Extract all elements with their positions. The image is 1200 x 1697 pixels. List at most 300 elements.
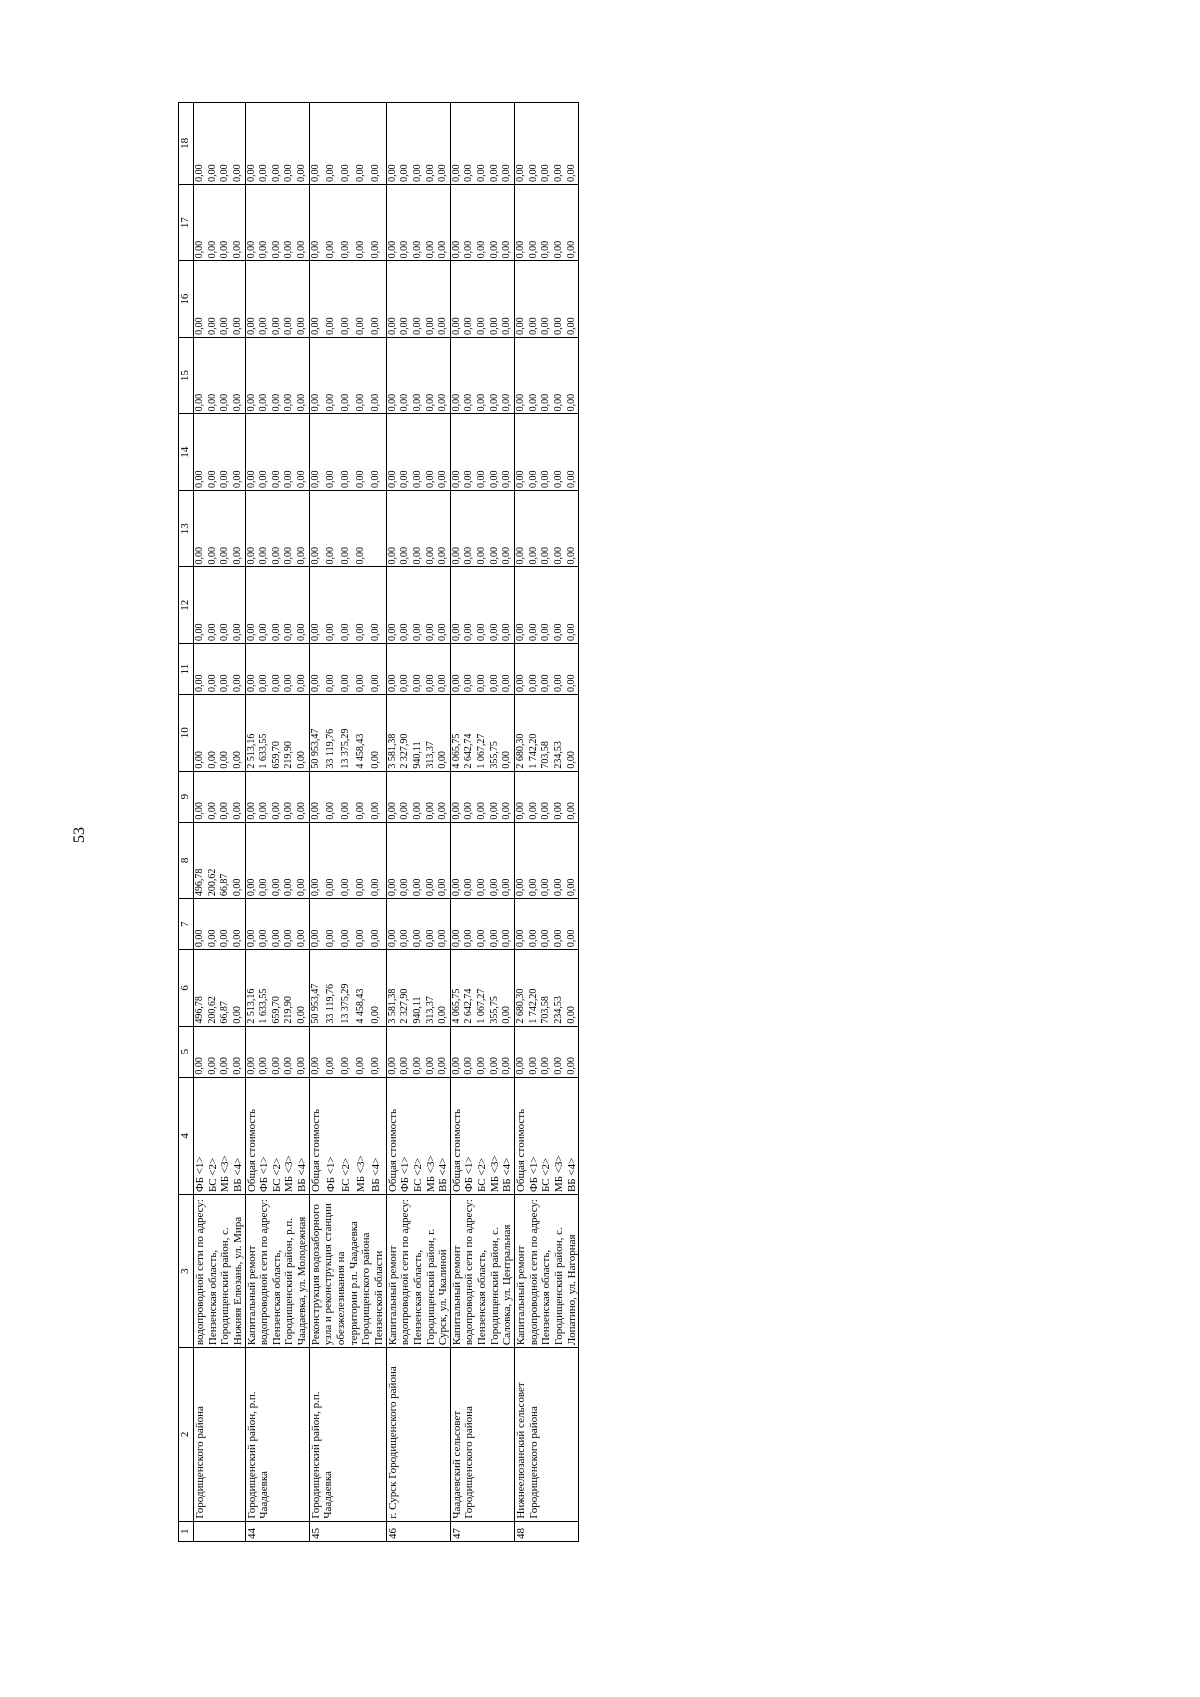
value-cell: 200,62 bbox=[207, 822, 220, 899]
value-cell: 0,00 bbox=[194, 103, 207, 185]
funding-source-cell: БС <2> bbox=[412, 1077, 425, 1194]
page-number: 53 bbox=[71, 827, 88, 843]
value-cell: 0,00 bbox=[437, 695, 450, 772]
column-number: 15 bbox=[179, 337, 194, 414]
value-cell: 0,00 bbox=[450, 1026, 463, 1077]
value-cell: 0,00 bbox=[245, 1026, 258, 1077]
value-cell: 0,00 bbox=[271, 261, 284, 338]
value-cell: 0,00 bbox=[463, 414, 476, 491]
value-cell: 0,00 bbox=[540, 261, 553, 338]
value-cell: 2 513,16 bbox=[245, 695, 258, 772]
municipality-cell: Городищенского района bbox=[194, 1348, 246, 1521]
value-cell: 0,00 bbox=[309, 771, 325, 822]
value-cell: 0,00 bbox=[296, 695, 309, 772]
value-cell: 0,00 bbox=[283, 261, 296, 338]
value-cell: 0,00 bbox=[540, 414, 553, 491]
value-cell: 0,00 bbox=[271, 414, 284, 491]
value-cell: 0,00 bbox=[325, 899, 340, 950]
value-cell: 0,00 bbox=[340, 644, 355, 695]
value-cell: 0,00 bbox=[355, 822, 370, 899]
value-cell: 2 680,30 bbox=[515, 950, 528, 1027]
value-cell: 0,00 bbox=[399, 644, 412, 695]
value-cell: 0,00 bbox=[412, 261, 425, 338]
value-cell: 66,87 bbox=[219, 822, 232, 899]
value-cell: 0,00 bbox=[283, 337, 296, 414]
value-cell: 0,00 bbox=[450, 822, 463, 899]
value-cell: 0,00 bbox=[528, 567, 541, 644]
column-number: 4 bbox=[179, 1077, 194, 1194]
column-number: 6 bbox=[179, 950, 194, 1027]
value-cell: 0,00 bbox=[271, 567, 284, 644]
value-cell: 0,00 bbox=[325, 414, 340, 491]
value-cell: 0,00 bbox=[340, 337, 355, 414]
value-cell: 0,00 bbox=[528, 184, 541, 261]
value-cell: 0,00 bbox=[566, 695, 579, 772]
value-cell: 0,00 bbox=[309, 899, 325, 950]
value-cell: 0,00 bbox=[425, 261, 438, 338]
value-cell: 2 642,74 bbox=[463, 950, 476, 1027]
value-cell: 0,00 bbox=[476, 337, 489, 414]
value-cell: 0,00 bbox=[219, 490, 232, 567]
value-cell: 0,00 bbox=[437, 337, 450, 414]
value-cell: 0,00 bbox=[528, 414, 541, 491]
value-cell: 0,00 bbox=[325, 1026, 340, 1077]
funding-source-cell: ФБ <1> bbox=[194, 1077, 207, 1194]
value-cell: 0,00 bbox=[463, 261, 476, 338]
value-cell: 1 633,55 bbox=[258, 950, 271, 1027]
value-cell: 0,00 bbox=[340, 567, 355, 644]
value-cell: 0,00 bbox=[566, 337, 579, 414]
funding-source-cell: БС <2> bbox=[207, 1077, 220, 1194]
value-cell: 0,00 bbox=[399, 184, 412, 261]
value-cell: 0,00 bbox=[412, 184, 425, 261]
funding-source-cell: ФБ <1> bbox=[325, 1077, 340, 1194]
value-cell: 0,00 bbox=[501, 184, 514, 261]
value-cell: 0,00 bbox=[283, 644, 296, 695]
value-cell: 0,00 bbox=[476, 261, 489, 338]
value-cell: 0,00 bbox=[566, 490, 579, 567]
value-cell: 0,00 bbox=[296, 950, 309, 1027]
funding-source-cell: Общая стоимость bbox=[245, 1077, 258, 1194]
funding-source-cell: ФБ <1> bbox=[463, 1077, 476, 1194]
value-cell: 0,00 bbox=[325, 103, 340, 185]
value-cell: 0,00 bbox=[463, 899, 476, 950]
value-cell: 0,00 bbox=[515, 490, 528, 567]
value-cell: 0,00 bbox=[463, 567, 476, 644]
value-cell: 0,00 bbox=[355, 567, 370, 644]
value-cell: 0,00 bbox=[258, 644, 271, 695]
value-cell: 0,00 bbox=[476, 103, 489, 185]
value-cell: 0,00 bbox=[412, 1026, 425, 1077]
value-cell: 0,00 bbox=[437, 261, 450, 338]
value-cell: 0,00 bbox=[566, 414, 579, 491]
value-cell: 0,00 bbox=[412, 103, 425, 185]
value-cell: 0,00 bbox=[283, 1026, 296, 1077]
value-cell: 50 953,47 bbox=[309, 695, 325, 772]
value-cell: 2 327,90 bbox=[399, 950, 412, 1027]
value-cell: 0,00 bbox=[245, 337, 258, 414]
row-number: 44 bbox=[245, 1521, 309, 1541]
value-cell: 3 581,38 bbox=[386, 695, 399, 772]
value-cell: 0,00 bbox=[528, 103, 541, 185]
value-cell: 0,00 bbox=[355, 337, 370, 414]
value-cell: 0,00 bbox=[437, 950, 450, 1027]
value-cell: 0,00 bbox=[489, 490, 502, 567]
value-cell: 0,00 bbox=[437, 822, 450, 899]
value-cell: 0,00 bbox=[489, 1026, 502, 1077]
value-cell: 0,00 bbox=[219, 771, 232, 822]
object-description-cell: Капитальный ремонт водопроводной сети по адресу: Пензенская область, Городищенский район, г. Сурск, ул. Чкалиной bbox=[386, 1195, 450, 1348]
value-cell: 0,00 bbox=[340, 261, 355, 338]
column-number: 9 bbox=[179, 771, 194, 822]
value-cell: 0,00 bbox=[540, 103, 553, 185]
value-cell: 0,00 bbox=[283, 103, 296, 185]
value-cell: 0,00 bbox=[355, 103, 370, 185]
table-row bbox=[194, 103, 207, 1542]
value-cell: 0,00 bbox=[283, 822, 296, 899]
value-cell: 0,00 bbox=[386, 103, 399, 185]
column-number: 14 bbox=[179, 414, 194, 491]
value-cell: 659,70 bbox=[271, 950, 284, 1027]
value-cell: 0,00 bbox=[232, 184, 245, 261]
value-cell: 0,00 bbox=[412, 771, 425, 822]
value-cell: 0,00 bbox=[553, 1026, 566, 1077]
value-cell: 0,00 bbox=[245, 567, 258, 644]
value-cell: 0,00 bbox=[450, 337, 463, 414]
funding-source-cell: ВБ <4> bbox=[370, 1077, 386, 1194]
value-cell: 2 327,90 bbox=[399, 695, 412, 772]
value-cell: 0,00 bbox=[515, 899, 528, 950]
value-cell: 0,00 bbox=[425, 771, 438, 822]
value-cell: 0,00 bbox=[271, 899, 284, 950]
value-cell: 4 458,43 bbox=[355, 950, 370, 1027]
value-cell: 0,00 bbox=[501, 414, 514, 491]
value-cell: 0,00 bbox=[515, 184, 528, 261]
value-cell: 0,00 bbox=[412, 822, 425, 899]
value-cell: 0,00 bbox=[370, 644, 386, 695]
value-cell: 1 742,20 bbox=[528, 695, 541, 772]
value-cell: 234,53 bbox=[553, 695, 566, 772]
value-cell: 0,00 bbox=[566, 261, 579, 338]
value-cell: 0,00 bbox=[232, 822, 245, 899]
municipality-cell: Нижнеелюзанский сельсовет Городищенского района bbox=[515, 1348, 579, 1521]
value-cell: 33 119,76 bbox=[325, 950, 340, 1027]
value-cell: 0,00 bbox=[207, 899, 220, 950]
value-cell: 0,00 bbox=[355, 184, 370, 261]
value-cell: 0,00 bbox=[232, 567, 245, 644]
value-cell: 0,00 bbox=[425, 567, 438, 644]
value-cell: 0,00 bbox=[399, 1026, 412, 1077]
value-cell: 0,00 bbox=[340, 184, 355, 261]
value-cell: 0,00 bbox=[450, 490, 463, 567]
value-cell: 1 067,27 bbox=[476, 950, 489, 1027]
value-cell: 0,00 bbox=[528, 261, 541, 338]
value-cell: 0,00 bbox=[501, 899, 514, 950]
column-number: 17 bbox=[179, 184, 194, 261]
value-cell: 0,00 bbox=[340, 822, 355, 899]
value-cell: 0,00 bbox=[340, 899, 355, 950]
value-cell: 0,00 bbox=[283, 184, 296, 261]
value-cell: 0,00 bbox=[370, 261, 386, 338]
value-cell: 0,00 bbox=[425, 103, 438, 185]
value-cell: 0,00 bbox=[258, 490, 271, 567]
value-cell: 0,00 bbox=[309, 1026, 325, 1077]
value-cell: 0,00 bbox=[207, 1026, 220, 1077]
value-cell: 0,00 bbox=[528, 337, 541, 414]
value-cell: 0,00 bbox=[207, 184, 220, 261]
value-cell bbox=[370, 490, 386, 567]
column-number: 3 bbox=[179, 1195, 194, 1348]
value-cell: 496,78 bbox=[194, 822, 207, 899]
row-number: 47 bbox=[450, 1521, 514, 1541]
funding-source-cell: ФБ <1> bbox=[258, 1077, 271, 1194]
column-number: 5 bbox=[179, 1026, 194, 1077]
value-cell: 0,00 bbox=[425, 1026, 438, 1077]
value-cell: 0,00 bbox=[219, 644, 232, 695]
value-cell: 0,00 bbox=[258, 1026, 271, 1077]
value-cell: 0,00 bbox=[540, 899, 553, 950]
value-cell: 0,00 bbox=[245, 822, 258, 899]
value-cell: 0,00 bbox=[399, 899, 412, 950]
value-cell: 0,00 bbox=[553, 771, 566, 822]
value-cell: 0,00 bbox=[515, 1026, 528, 1077]
value-cell: 0,00 bbox=[425, 184, 438, 261]
value-cell: 0,00 bbox=[258, 414, 271, 491]
value-cell: 0,00 bbox=[425, 899, 438, 950]
value-cell: 0,00 bbox=[207, 567, 220, 644]
value-cell: 0,00 bbox=[437, 899, 450, 950]
value-cell: 0,00 bbox=[501, 822, 514, 899]
value-cell: 0,00 bbox=[476, 899, 489, 950]
value-cell: 0,00 bbox=[232, 950, 245, 1027]
value-cell: 0,00 bbox=[232, 103, 245, 185]
value-cell: 0,00 bbox=[370, 899, 386, 950]
value-cell: 0,00 bbox=[528, 490, 541, 567]
value-cell: 0,00 bbox=[245, 899, 258, 950]
row-number bbox=[194, 1521, 246, 1541]
value-cell: 0,00 bbox=[355, 1026, 370, 1077]
value-cell: 0,00 bbox=[540, 337, 553, 414]
value-cell: 0,00 bbox=[258, 103, 271, 185]
value-cell: 0,00 bbox=[355, 490, 370, 567]
value-cell: 0,00 bbox=[450, 103, 463, 185]
value-cell: 0,00 bbox=[437, 1026, 450, 1077]
value-cell: 3 581,38 bbox=[386, 950, 399, 1027]
value-cell: 13 375,29 bbox=[340, 950, 355, 1027]
value-cell: 0,00 bbox=[476, 567, 489, 644]
value-cell: 0,00 bbox=[553, 337, 566, 414]
value-cell: 0,00 bbox=[325, 261, 340, 338]
value-cell: 0,00 bbox=[528, 1026, 541, 1077]
value-cell: 0,00 bbox=[194, 490, 207, 567]
object-description-cell: Капитальный ремонт водопроводной сети по адресу: Пензенская область, Городищенский район, с. Саловка, ул. Центральная bbox=[450, 1195, 514, 1348]
value-cell: 0,00 bbox=[232, 490, 245, 567]
value-cell: 0,00 bbox=[566, 771, 579, 822]
value-cell: 940,11 bbox=[412, 695, 425, 772]
funding-source-cell: ВБ <4> bbox=[566, 1077, 579, 1194]
value-cell: 0,00 bbox=[232, 261, 245, 338]
value-cell: 0,00 bbox=[207, 695, 220, 772]
funding-source-cell: ВБ <4> bbox=[296, 1077, 309, 1194]
value-cell: 0,00 bbox=[412, 337, 425, 414]
municipality-cell: Городищенский район, р.п. Чаадаевка bbox=[245, 1348, 309, 1521]
value-cell: 0,00 bbox=[355, 261, 370, 338]
value-cell: 0,00 bbox=[528, 822, 541, 899]
value-cell: 0,00 bbox=[258, 771, 271, 822]
value-cell: 0,00 bbox=[325, 822, 340, 899]
funding-source-cell: БС <2> bbox=[540, 1077, 553, 1194]
value-cell: 313,37 bbox=[425, 950, 438, 1027]
funding-source-cell: Общая стоимость bbox=[309, 1077, 325, 1194]
value-cell: 0,00 bbox=[501, 695, 514, 772]
table-row bbox=[515, 103, 528, 1542]
value-cell: 0,00 bbox=[515, 771, 528, 822]
value-cell: 0,00 bbox=[309, 414, 325, 491]
funding-source-cell: ВБ <4> bbox=[501, 1077, 514, 1194]
object-description-cell: водопроводной сети по адресу: Пензенская область, Городищенский район, с. Нижняя Елюзань, ул. Мира bbox=[194, 1195, 246, 1348]
value-cell: 0,00 bbox=[540, 1026, 553, 1077]
value-cell: 1 067,27 bbox=[476, 695, 489, 772]
value-cell: 0,00 bbox=[340, 1026, 355, 1077]
value-cell: 0,00 bbox=[325, 771, 340, 822]
value-cell: 0,00 bbox=[501, 1026, 514, 1077]
value-cell: 0,00 bbox=[553, 414, 566, 491]
column-number: 18 bbox=[179, 103, 194, 185]
value-cell: 0,00 bbox=[566, 822, 579, 899]
funding-source-cell: БС <2> bbox=[340, 1077, 355, 1194]
value-cell: 0,00 bbox=[515, 103, 528, 185]
value-cell: 0,00 bbox=[325, 567, 340, 644]
value-cell: 0,00 bbox=[386, 822, 399, 899]
column-number: 11 bbox=[179, 644, 194, 695]
value-cell: 0,00 bbox=[450, 414, 463, 491]
value-cell: 0,00 bbox=[245, 490, 258, 567]
value-cell: 0,00 bbox=[489, 184, 502, 261]
value-cell: 0,00 bbox=[437, 490, 450, 567]
value-cell: 0,00 bbox=[566, 899, 579, 950]
value-cell: 0,00 bbox=[553, 822, 566, 899]
value-cell: 0,00 bbox=[219, 1026, 232, 1077]
column-number: 10 bbox=[179, 695, 194, 772]
value-cell: 0,00 bbox=[386, 771, 399, 822]
value-cell: 0,00 bbox=[450, 899, 463, 950]
value-cell: 66,87 bbox=[219, 950, 232, 1027]
value-cell: 0,00 bbox=[515, 414, 528, 491]
value-cell: 0,00 bbox=[194, 414, 207, 491]
value-cell: 0,00 bbox=[271, 771, 284, 822]
value-cell: 0,00 bbox=[325, 490, 340, 567]
value-cell: 0,00 bbox=[489, 567, 502, 644]
value-cell: 0,00 bbox=[283, 490, 296, 567]
table-body bbox=[179, 103, 579, 1542]
value-cell: 4 065,75 bbox=[450, 695, 463, 772]
value-cell: 0,00 bbox=[515, 337, 528, 414]
value-cell: 0,00 bbox=[194, 695, 207, 772]
value-cell: 0,00 bbox=[245, 414, 258, 491]
value-cell: 0,00 bbox=[309, 490, 325, 567]
value-cell: 0,00 bbox=[386, 261, 399, 338]
column-number: 13 bbox=[179, 490, 194, 567]
value-cell: 0,00 bbox=[355, 414, 370, 491]
value-cell: 0,00 bbox=[399, 261, 412, 338]
funding-source-cell: МБ <3> bbox=[489, 1077, 502, 1194]
value-cell: 0,00 bbox=[325, 184, 340, 261]
value-cell: 0,00 bbox=[258, 567, 271, 644]
value-cell: 0,00 bbox=[296, 337, 309, 414]
value-cell: 0,00 bbox=[219, 899, 232, 950]
value-cell: 0,00 bbox=[463, 1026, 476, 1077]
value-cell: 0,00 bbox=[194, 899, 207, 950]
value-cell: 0,00 bbox=[540, 822, 553, 899]
column-number: 1 bbox=[179, 1521, 194, 1541]
funding-source-cell: ФБ <1> bbox=[399, 1077, 412, 1194]
value-cell: 0,00 bbox=[232, 899, 245, 950]
object-description-cell: Капитальный ремонт водопроводной сети по адресу: Пензенская область, Городищенский район, р.п. Чаадаевка, ул. Молодежная bbox=[245, 1195, 309, 1348]
value-cell: 0,00 bbox=[437, 567, 450, 644]
municipality-cell: Городищенский район, р.п. Чаадаевка bbox=[309, 1348, 386, 1521]
value-cell: 0,00 bbox=[370, 184, 386, 261]
value-cell: 50 953,47 bbox=[309, 950, 325, 1027]
row-number: 48 bbox=[515, 1521, 579, 1541]
value-cell: 496,78 bbox=[194, 950, 207, 1027]
value-cell: 313,37 bbox=[425, 695, 438, 772]
value-cell: 0,00 bbox=[412, 567, 425, 644]
value-cell: 0,00 bbox=[245, 103, 258, 185]
value-cell: 0,00 bbox=[566, 1026, 579, 1077]
value-cell: 0,00 bbox=[501, 261, 514, 338]
value-cell: 0,00 bbox=[355, 771, 370, 822]
value-cell: 0,00 bbox=[245, 184, 258, 261]
value-cell: 0,00 bbox=[515, 822, 528, 899]
budget-table bbox=[178, 102, 579, 1542]
value-cell: 0,00 bbox=[271, 490, 284, 567]
value-cell: 219,90 bbox=[283, 695, 296, 772]
value-cell: 0,00 bbox=[489, 644, 502, 695]
value-cell: 0,00 bbox=[476, 184, 489, 261]
value-cell: 0,00 bbox=[207, 644, 220, 695]
value-cell: 0,00 bbox=[207, 771, 220, 822]
value-cell: 0,00 bbox=[463, 771, 476, 822]
value-cell: 0,00 bbox=[296, 261, 309, 338]
table-row bbox=[386, 103, 399, 1542]
value-cell: 0,00 bbox=[207, 103, 220, 185]
row-number: 46 bbox=[386, 1521, 450, 1541]
value-cell: 0,00 bbox=[283, 567, 296, 644]
value-cell: 0,00 bbox=[283, 414, 296, 491]
value-cell: 0,00 bbox=[476, 490, 489, 567]
value-cell: 0,00 bbox=[425, 414, 438, 491]
value-cell: 1 742,20 bbox=[528, 950, 541, 1027]
value-cell: 0,00 bbox=[553, 261, 566, 338]
column-number: 8 bbox=[179, 822, 194, 899]
table-row bbox=[309, 103, 325, 1542]
funding-source-cell: МБ <3> bbox=[219, 1077, 232, 1194]
value-cell: 940,11 bbox=[412, 950, 425, 1027]
value-cell: 0,00 bbox=[309, 184, 325, 261]
value-cell: 0,00 bbox=[463, 184, 476, 261]
value-cell: 0,00 bbox=[309, 644, 325, 695]
value-cell: 0,00 bbox=[194, 184, 207, 261]
value-cell: 0,00 bbox=[232, 337, 245, 414]
value-cell: 0,00 bbox=[399, 337, 412, 414]
value-cell: 0,00 bbox=[309, 822, 325, 899]
value-cell: 0,00 bbox=[309, 567, 325, 644]
value-cell: 0,00 bbox=[501, 490, 514, 567]
value-cell: 0,00 bbox=[283, 899, 296, 950]
value-cell: 0,00 bbox=[566, 950, 579, 1027]
value-cell: 0,00 bbox=[501, 771, 514, 822]
value-cell: 0,00 bbox=[437, 771, 450, 822]
